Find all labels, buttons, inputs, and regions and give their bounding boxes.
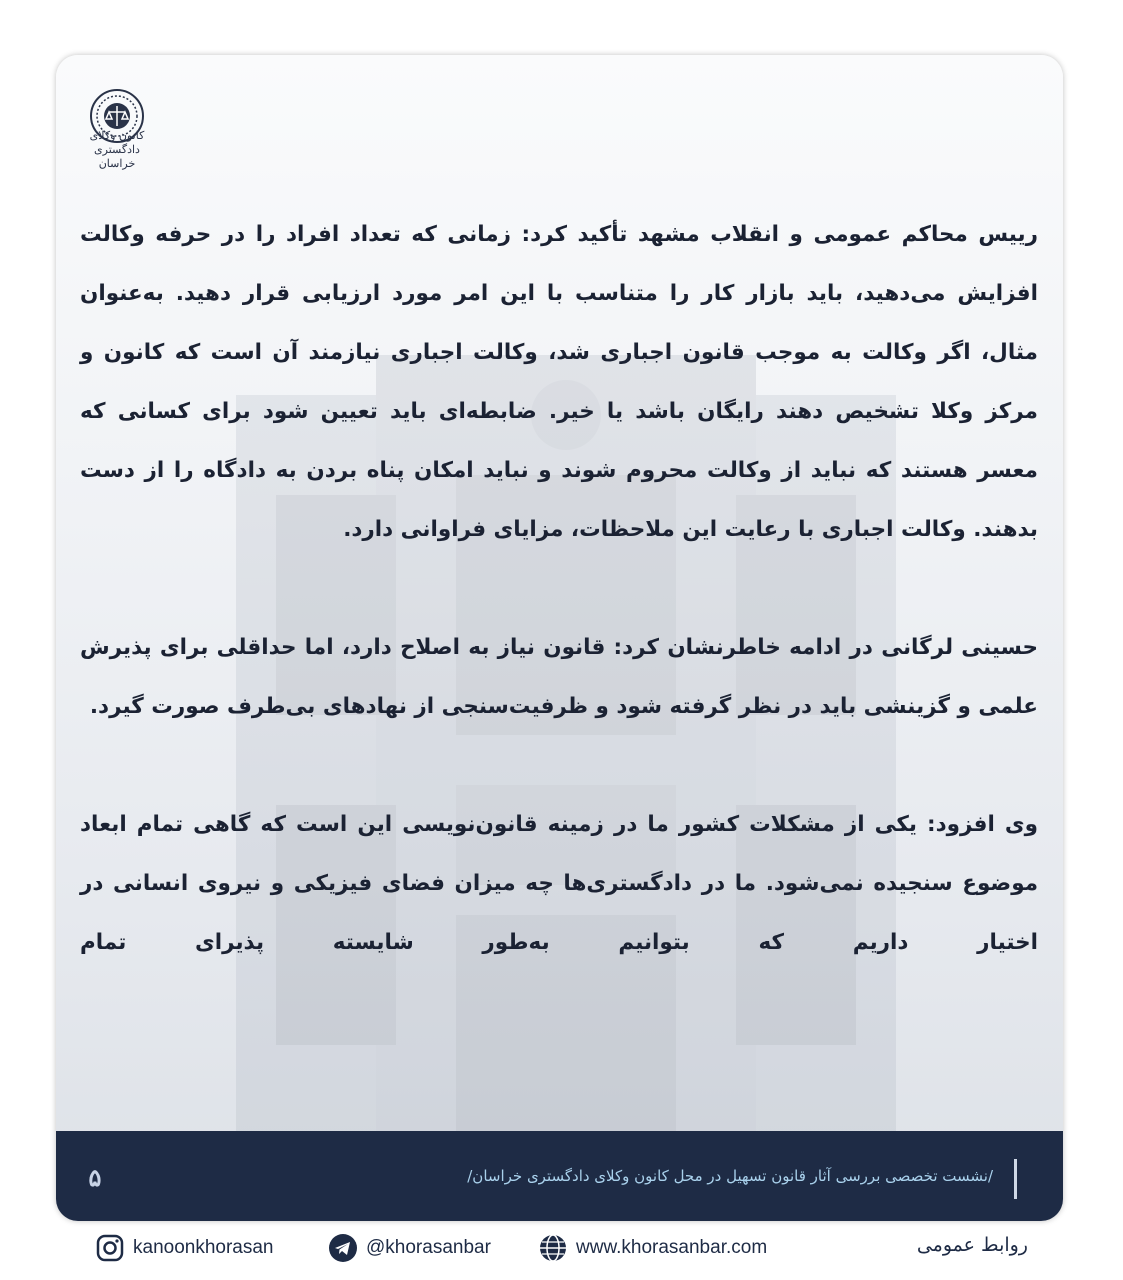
public-relations-label: روابط عمومی [916, 1234, 1028, 1256]
logo-caption-line1: کانون وکلای دادگستری [89, 129, 145, 156]
footer-title: /نشست تخصصی بررسی آثار قانون تسهیل در محل کانون وکلای دادگستری خراسان/ [467, 1167, 993, 1185]
paragraph-1: رییس محاکم عمومی و انقلاب مشهد تأکید کرد: زمانی که تعداد افراد را در حرفه وکالت افزایش می‌دهید، باید بازار کار را متناسب با این امر مورد ارزیابی قرار دهید. به‌عنوان مثال، اگر وکالت به موجب قانون اجباری شد، وکالت اجباری نیازمند آن است که کانون و مرکز وکلا تشخیص دهند رایگان باشد یا خیر. ضابطه‌ای باید تعیین شود برای کسانی که معسر هستند که نباید از وکالت محروم شوند و نباید امکان پناه بردن به دادگاه را از دست بدهند. وکالت اجباری با رعایت این ملاحظات، مزایای فراوانی دارد. [80, 222, 1038, 542]
instagram-handle: kanoonkhorasan [133, 1237, 274, 1258]
telegram-link[interactable] [328, 1230, 491, 1266]
website-link[interactable] [538, 1230, 767, 1266]
telegram-icon [328, 1233, 358, 1263]
website-url: www.khorasanbar.com [576, 1237, 768, 1258]
instagram-link[interactable] [95, 1230, 274, 1266]
page-number: ۵ [88, 1163, 102, 1192]
paragraph-3: وی افزود: یکی از مشکلات کشور ما در زمینه قانون‌نویسی این است که گاهی تمام ابعاد موضوع سنجیده نمی‌شود. ما در دادگستری‌ها چه میزان فضای فیزیکی و نیروی انسانی در اختیار داریم که بتوانیم به‌طور شایسته پذیرای تمام [80, 812, 1038, 955]
instagram-icon [95, 1233, 125, 1263]
social-row [0, 1230, 1123, 1270]
article-body [80, 205, 1038, 972]
logo-caption-line2: خراسان [98, 157, 136, 170]
paragraph-2: حسینی لرگانی در ادامه خاطرنشان کرد: قانون نیاز به اصلاح دارد، اما حداقلی برای پذیرش علمی و گزینشی باید در نظر گرفته شود و ظرفیت‌سنجی از نهادهای بی‌طرف صورت گیرد. [80, 635, 1038, 719]
footer-divider [1014, 1159, 1017, 1199]
page-card [56, 55, 1063, 1221]
footer-curve [56, 1123, 1063, 1137]
telegram-handle: @khorasanbar [366, 1237, 491, 1258]
globe-icon [538, 1233, 568, 1263]
logo-caption [76, 129, 158, 171]
